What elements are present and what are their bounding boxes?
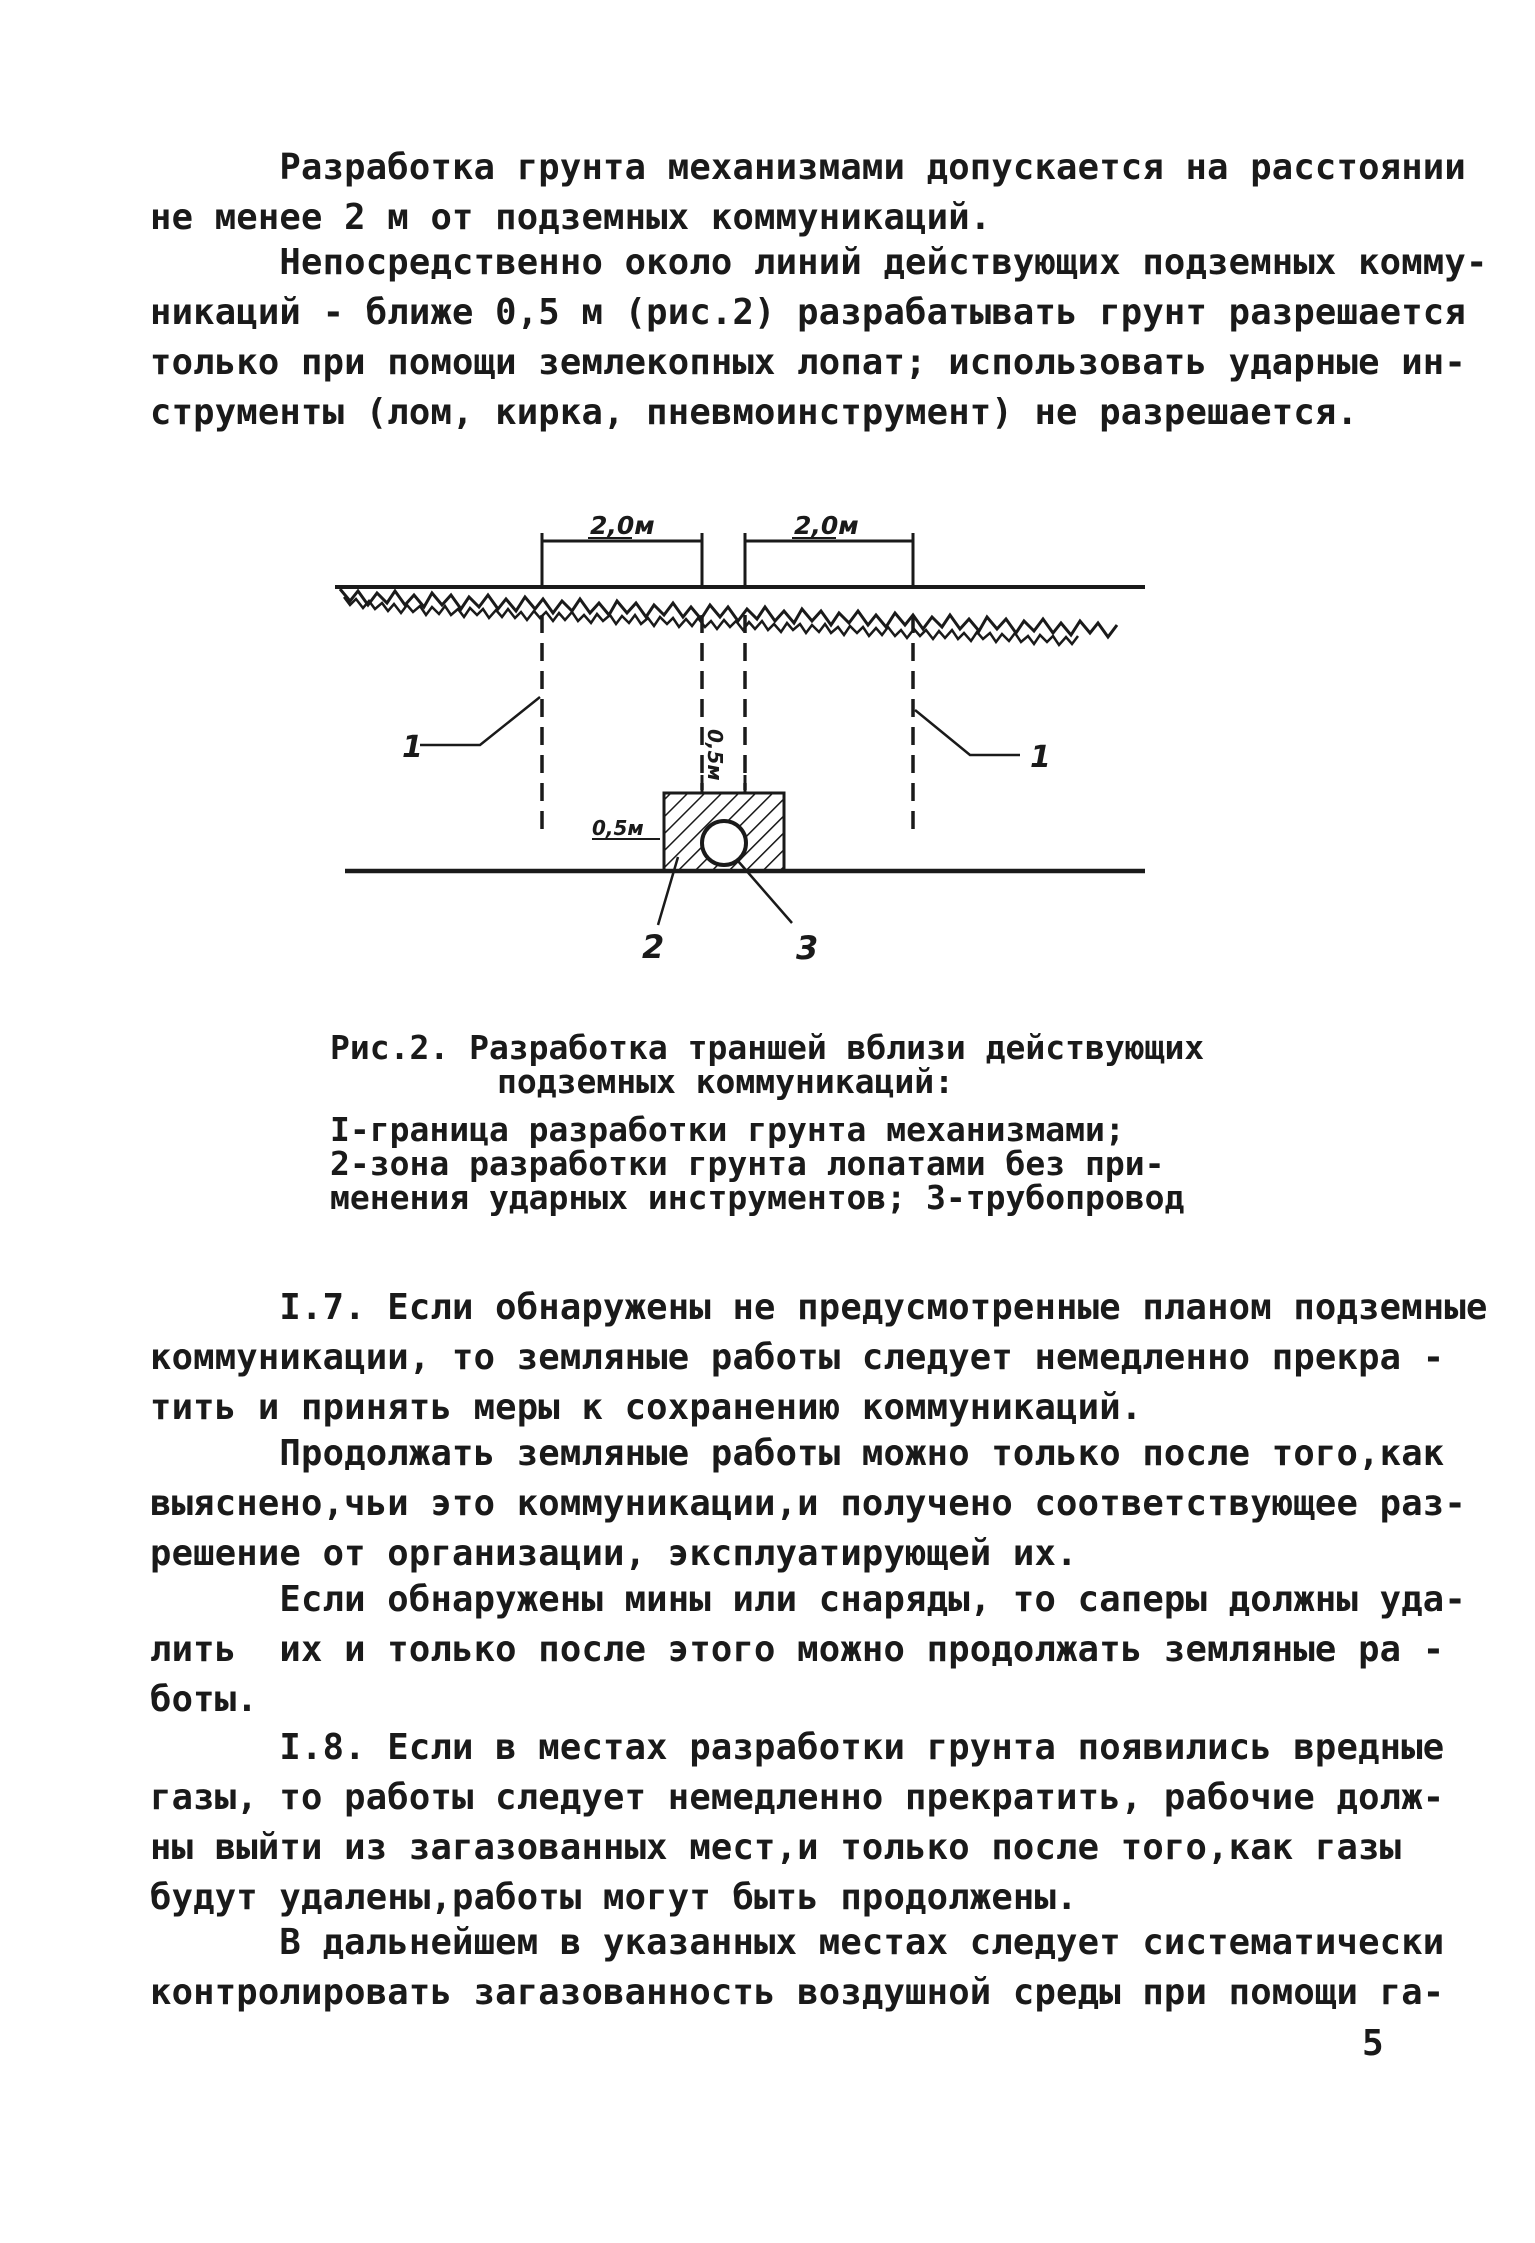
text-line: Непосредственно около линий действующих подземных комму- [150, 242, 1488, 283]
text-line: Если обнаружены мины или снаряды, то саперы должны уда- [150, 1579, 1466, 1620]
legend-item: 2-зона разработки грунта лопатами без при- [330, 1144, 1165, 1183]
label-3: 3 [796, 929, 819, 967]
caption-title-cont: подземных коммуникаций: [497, 1062, 954, 1101]
text-line: не менее 2 м от подземных коммуникаций. [150, 197, 992, 238]
legend-item: I-граница разработки грунта механизмами; [330, 1110, 1125, 1149]
dim-label-vertical: 0,5м [703, 729, 727, 781]
paragraph-machine-excavation [150, 143, 1466, 243]
leader-1-left [420, 697, 540, 745]
paragraph-section-1-8 [150, 1723, 1445, 1923]
text-line: никаций - ближе 0,5 м (рис.2) разрабатывать грунт разрешается [150, 292, 1466, 333]
text-line: ны выйти из загазованных мест,и только после того,как газы [150, 1827, 1402, 1868]
caption-legend [330, 1110, 1230, 1217]
paragraph-mines [150, 1575, 1466, 1725]
dim-label-small: 0,5м [592, 816, 644, 840]
label-2: 2 [642, 928, 665, 966]
text-line: Продолжать земляные работы можно только после того,как [150, 1433, 1445, 1474]
pipe-icon [702, 821, 746, 865]
trench-diagram [330, 505, 1160, 975]
label-1-left: 1 [402, 730, 423, 765]
dim-label-left: 2,0м [590, 511, 655, 540]
text-line: газы, то работы следует немедленно прекратить, рабочие долж- [150, 1777, 1445, 1818]
page-number: 5 [1362, 2023, 1384, 2064]
text-line: I.7. Если обнаружены не предусмотренные планом подземные [150, 1287, 1488, 1328]
paragraph-continue-works [150, 1429, 1466, 1579]
text-line: будут удалены,работы могут быть продолжены. [150, 1877, 1078, 1918]
paragraph-near-utilities [150, 238, 1488, 438]
dimension-right [745, 533, 913, 587]
text-line: только при помощи землекопных лопат; использовать ударные ин- [150, 342, 1466, 383]
dim-label-right: 2,0м [794, 511, 859, 540]
text-line: Разработка грунта механизмами допускается на расстоянии [150, 147, 1466, 188]
paragraph-gas-control [150, 1918, 1445, 2018]
text-line: I.8. Если в местах разработки грунта появились вредные [150, 1727, 1445, 1768]
ground-surface [335, 587, 1145, 645]
label-1-right: 1 [1030, 740, 1051, 775]
paragraph-section-1-7 [150, 1283, 1488, 1433]
text-line: В дальнейшем в указанных местах следует систематически [150, 1922, 1445, 1963]
text-line: струменты (лом, кирка, пневмоинструмент) не разрешается. [150, 392, 1359, 433]
text-line: боты. [150, 1679, 258, 1720]
text-line: лить их и только после этого можно продолжать земляные ра - [150, 1629, 1445, 1670]
text-line: тить и принять меры к сохранению коммуникаций. [150, 1387, 1143, 1428]
leader-1-right [915, 710, 1020, 755]
text-line: контролировать загазованность воздушной среды при помощи га- [150, 1972, 1445, 2013]
text-line: выяснено,чьи это коммуникации,и получено соответствующее раз- [150, 1483, 1466, 1524]
figure-caption [330, 1028, 1230, 1217]
dimension-left [542, 533, 702, 587]
caption-title: Рис.2. Разработка траншей вблизи действующих [330, 1028, 1205, 1067]
text-line: решение от организации, эксплуатирующей их. [150, 1533, 1078, 1574]
text-line: коммуникации, то земляные работы следует немедленно прекра - [150, 1337, 1445, 1378]
legend-item: менения ударных инструментов; 3-трубопровод [330, 1178, 1185, 1217]
